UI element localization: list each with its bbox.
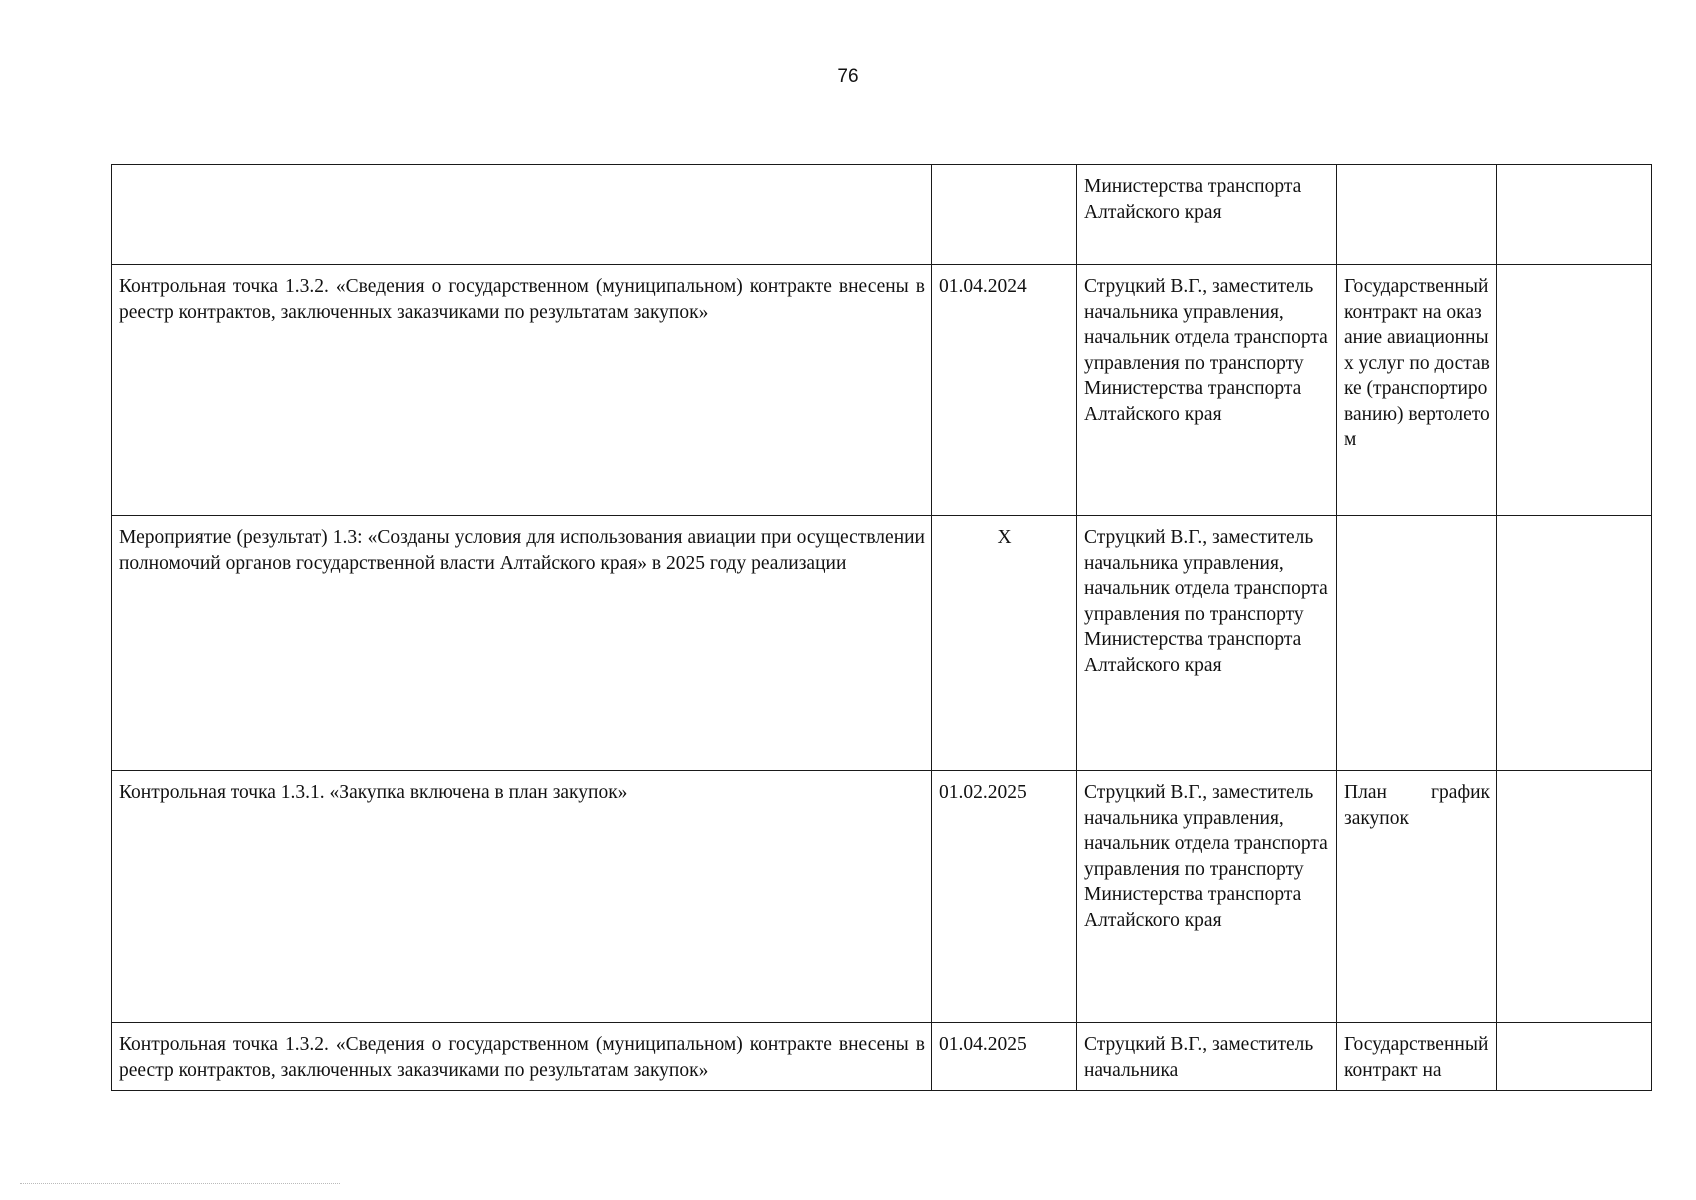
empty-cell [1497,771,1652,1023]
result-cell: Государственный контракт на оказание авиационных услуг по доставке (транспортированию) вертолетом [1337,265,1497,516]
responsible-cell: Струцкий В.Г., заместитель начальника [1077,1023,1337,1091]
table-row [112,265,1652,516]
result-cell [1337,516,1497,771]
result-cell [1337,771,1497,1023]
scan-artifact [20,1183,340,1186]
result-cell [1337,165,1497,265]
date-cell: 01.04.2025 [932,1023,1077,1091]
responsible-cell: Струцкий В.Г., заместитель начальника управления, начальник отдела транспорта управления по транспорту Министерства транспорта Алтайского края [1077,771,1337,1023]
result-cell: Государственный контракт на [1337,1023,1497,1091]
event-cell: Контрольная точка 1.3.2. «Сведения о государственном (муниципальном) контракте внесены в реестр контрактов, заключенных заказчиками по результатам закупок» [112,1023,932,1091]
empty-cell [1497,1023,1652,1091]
table-row [112,1023,1652,1091]
event-cell [112,165,932,265]
date-cell: X [932,516,1077,771]
table-row [112,516,1652,771]
responsible-cell: Министерства транспорта Алтайского края [1077,165,1337,265]
empty-cell [1497,165,1652,265]
event-cell: Мероприятие (результат) 1.3: «Созданы условия для использования авиации при осуществлении полномочий органов государственной власти Алтайского края» в 2025 году реализации [112,516,932,771]
date-cell: 01.04.2024 [932,265,1077,516]
empty-cell [1497,265,1652,516]
event-cell: Контрольная точка 1.3.1. «Закупка включена в план закупок» [112,771,932,1023]
date-cell [932,165,1077,265]
page-number: 76 [837,66,859,87]
event-cell: Контрольная точка 1.3.2. «Сведения о государственном (муниципальном) контракте внесены в реестр контрактов, заключенных заказчиками по результатам закупок» [112,265,932,516]
table-row [112,165,1652,265]
result-text: План график закупок [1344,782,1490,829]
responsible-cell: Струцкий В.Г., заместитель начальника управления, начальник отдела транспорта управления по транспорту Министерства транспорта Алтайского края [1077,516,1337,771]
schedule-table [111,164,1652,1091]
date-cell: 01.02.2025 [932,771,1077,1023]
table-row [112,771,1652,1023]
empty-cell [1497,516,1652,771]
responsible-cell: Струцкий В.Г., заместитель начальника управления, начальник отдела транспорта управления по транспорту Министерства транспорта Алтайского края [1077,265,1337,516]
